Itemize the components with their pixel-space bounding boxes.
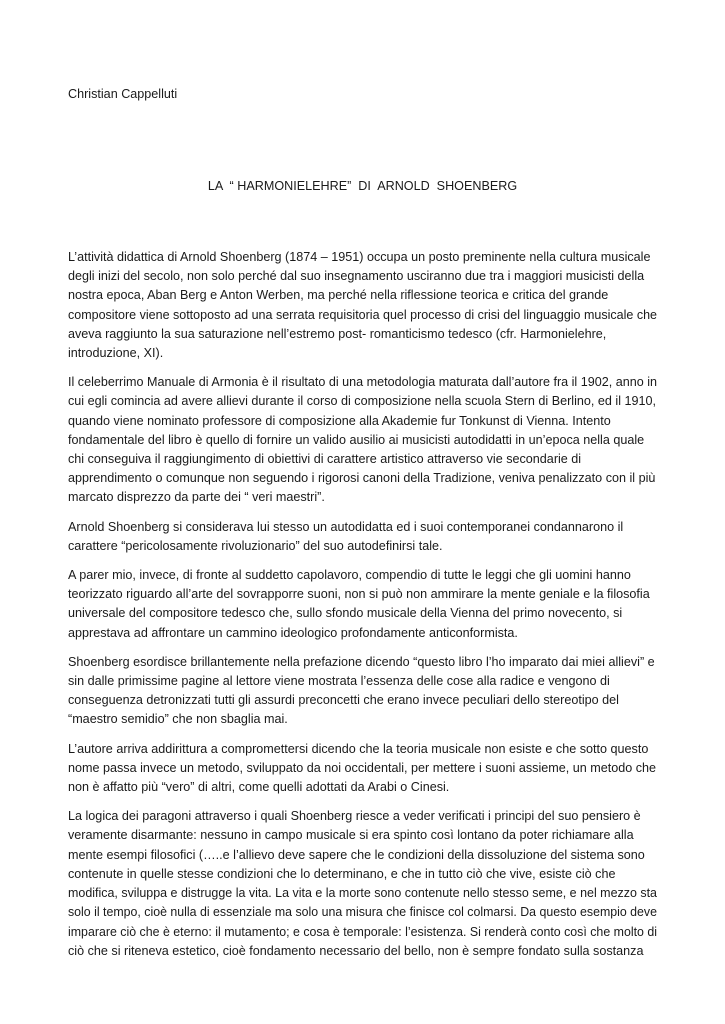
text-line: conseguenza detronizzati tutti gli assurdi preconcetti che erano invece peculiari dello stereotipo del <box>68 693 619 708</box>
paragraph <box>68 248 657 363</box>
text-line: contenute in quelle stesse condizioni che lo determinano, e che in tutto ciò che vive, esiste ciò che <box>68 866 616 881</box>
text-line: modifica, sviluppa e distrugge la vita. La vita e la morte sono contenute nello stesso seme, e nel mezzo sta <box>68 886 657 901</box>
text-line: quando viene nominato professore di composizione alla Akademie fur Tonkunst di Vienna. Intento <box>68 413 611 428</box>
text-line: Arnold Shoenberg si considerava lui stesso un autodidatta ed i suoi contemporanei condannarono il <box>68 519 624 534</box>
text-line: introduzione, XI). <box>68 346 164 361</box>
text-line: degli inizi del secolo, non solo perché dal suo insegnamento usciranno due tra i maggiori musicisti della <box>68 269 645 284</box>
document-title: LA “ HARMONIELEHRE” DI ARNOLD SHOENBERG <box>207 179 518 193</box>
text-line: marcato disprezzo da parte dei “ veri maestri”. <box>68 490 325 505</box>
text-line: apprendimento o comunque non seguendo i rigorosi canoni della Tradizione, veniva penalizzato con il più <box>68 471 656 486</box>
text-line: carattere “pericolosamente rivoluzionario” del suo autodefinirsi tale. <box>68 538 443 553</box>
text-line: sin dalle primissime pagine al lettore viene mostrata l’essenza delle cose alla radice e vengono di <box>68 674 610 689</box>
text-line: universale del compositore tedesco che, sullo sfondo musicale della Vienna del primo novecento, si <box>68 606 623 621</box>
document-body <box>68 248 657 961</box>
paragraph <box>68 807 657 961</box>
text-line: “maestro semidio” che non sbaglia mai. <box>68 712 288 727</box>
text-line: chi conseguiva il raggiungimento di obiettivi di carattere artistico attraverso vie secondarie di <box>68 452 582 467</box>
text-line: nome passa invece un metodo, sviluppato da noi occidentali, per mettere i suoni assieme, un metodo che <box>68 760 657 775</box>
text-line: Il celeberrimo Manuale di Armonia è il risultato di una metodologia maturata dall’autore fra il 1902, anno in <box>68 375 657 390</box>
text-line: non è affatto più “vero” di altri, come quelli adottati da Arabi o Cinesi. <box>68 780 450 795</box>
author-name: Christian Cappelluti <box>68 87 178 101</box>
text-line: teorizzato riguardo all’arte del sovrapporre suoni, non si può non ammirare la mente geniale e la filosofia <box>68 587 650 602</box>
text-line: mente esempi filosofici (…..e l’allievo deve sapere che le condizioni della dissoluzione del sistema sono <box>68 847 645 862</box>
text-line: solo il tempo, cioè nulla di essenziale ma solo una misura che finisce col colmarsi. Da questo esempio deve <box>68 905 657 920</box>
text-line: Shoenberg esordisce brillantemente nella prefazione dicendo “questo libro l’ho imparato dai miei allievi” e <box>68 654 655 669</box>
text-line: A parer mio, invece, di fronte al suddetto capolavoro, compendio di tutte le leggi che gli uomini hanno <box>68 568 631 583</box>
text-line: fondamentale del libro è quello di fornire un valido ausilio ai musicisti autodidatti in un’epoca nella quale <box>68 432 645 447</box>
text-line: nostra epoca, Aban Berg e Anton Werben, ma perché nella riflessione teorica e critica del grande <box>68 288 609 303</box>
text-line: aveva raggiunto la sua saturazione nell’estremo post- romanticismo tedesco (cfr. Harmonielehre, <box>68 326 607 341</box>
text-line: veramente disarmante: nessuno in campo musicale si era spinto così lontano da poter richiamare alla <box>68 828 634 843</box>
text-line: La logica dei paragoni attraverso i quali Shoenberg riesce a veder verificati i principi del suo pensiero è <box>68 809 641 824</box>
text-line: L’autore arriva addirittura a compromettersi dicendo che la teoria musicale non esiste e che sotto questo <box>68 741 649 756</box>
text-line: ciò che si riteneva estetico, cioè fondamento necessario del bello, non è sempre fondato sulla sostanza <box>68 943 644 958</box>
paragraph <box>68 740 657 798</box>
paragraph <box>68 518 657 556</box>
paragraph <box>68 373 657 507</box>
paragraph <box>68 566 657 643</box>
text-line: cui egli comincia ad avere allievi durante il corso di composizione nella scuola Stern di Berlino, ed il 1910, <box>68 394 657 409</box>
paragraph <box>68 653 657 730</box>
text-line: compositore viene sottoposto ad una serrata requisitoria quel processo di crisi del linguaggio musicale che <box>68 307 657 322</box>
text-line: apprestava ad affrontare un cammino ideologico profondamente anticonformista. <box>68 625 518 640</box>
text-line: imparare ciò che è eterno: il mutamento; e cosa è temporale: l’esistenza. Si renderà conto così che molto di <box>68 924 657 939</box>
text-line: L’attività didattica di Arnold Shoenberg (1874 – 1951) occupa un posto preminente nella cultura musicale <box>68 250 651 264</box>
